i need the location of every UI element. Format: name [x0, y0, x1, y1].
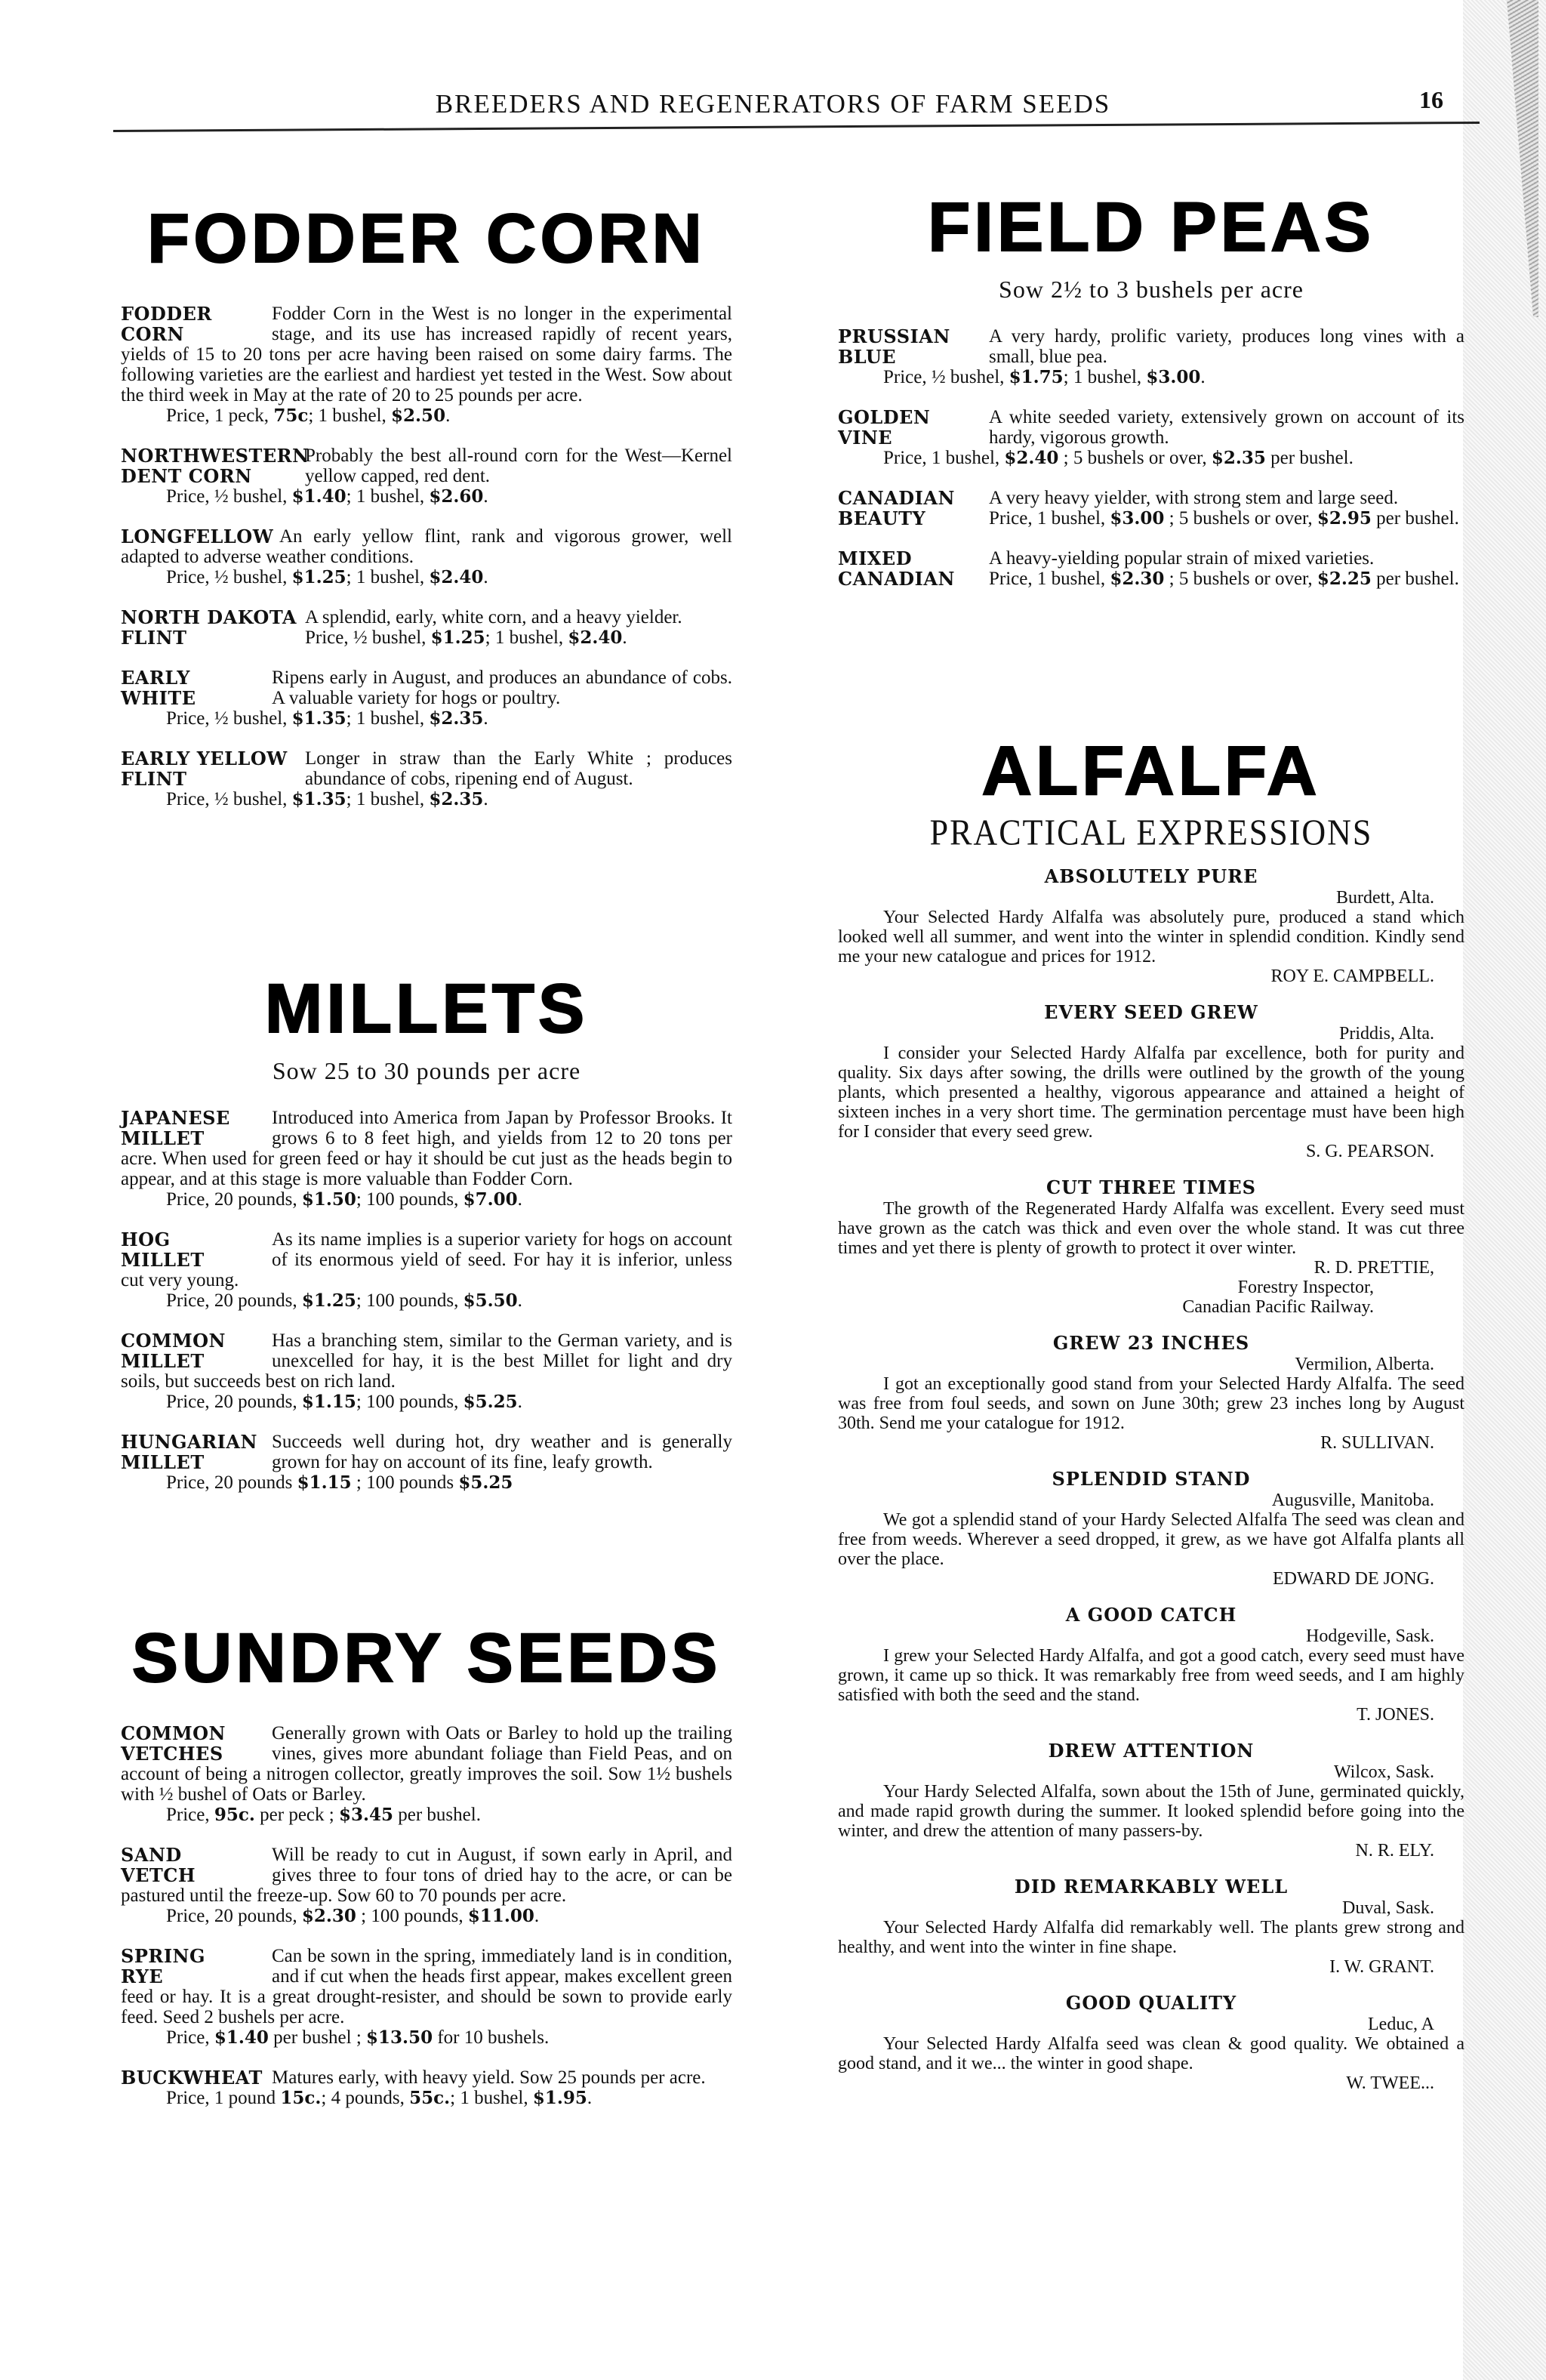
testimonial: [838, 867, 1464, 986]
section-heading-fodder-corn: FODDER CORN: [147, 200, 706, 277]
testimonial-body: The growth of the Regenerated Hardy Alfalfa was excellent. Every seed must have grown as the catch was thick and even over the whole stand. It was cut three times and yet there is plenty of growth to protect it over winter.: [838, 1199, 1464, 1258]
variety-name-line: FLINT: [121, 627, 187, 649]
price-line: Price, ½ bushel, $1.25; 1 bushel, $2.40.: [305, 627, 627, 648]
price-line: Price, ½ bushel, $1.25; 1 bushel, $2.40.: [166, 567, 488, 587]
variety-description: Fodder Corn in the West is no longer in the experimental stage, and its use has increased rapidly of recent years, yields of 15 to 20 tons per acre having been raised on some dairy farms. The following varieties are the earliest and hardiest yet tested in the West. Sow about the third week in May at the rate of 20 to 25 pounds per acre.: [121, 304, 732, 405]
seed-entry: [121, 1845, 732, 1926]
seed-entry: [121, 1723, 732, 1825]
testimonial-signature: N. R. ELY.: [1355, 1841, 1434, 1861]
section-heading-alfalfa: ALFALFA: [981, 732, 1321, 809]
price-line: Price, 1 pound 15c.; 4 pounds, 55c.; 1 bushel, $1.95.: [166, 2088, 593, 2108]
seed-entry: [121, 445, 732, 507]
seed-entry: [121, 304, 732, 426]
variety-name-line: LONGFELLOW: [121, 526, 274, 547]
variety-name: [121, 526, 279, 547]
testimonial-signature: R. SULLIVAN.: [1320, 1433, 1434, 1453]
testimonial-signature: W. TWEE...: [1346, 2073, 1434, 2093]
price-line: Price, ½ bushel, $1.35; 1 bushel, $2.35.: [166, 708, 488, 729]
seed-entry: [121, 2067, 732, 2108]
testimonial-body: Your Selected Hardy Alfalfa did remarkably well. The plants grew strong and healthy, and went into the winter in fine shape.: [838, 1918, 1464, 1957]
variety-name-line: DENT CORN: [121, 465, 252, 487]
variety-name: [838, 488, 989, 529]
variety-description: Introduced into America from Japan by Professor Brooks. It grows 6 to 8 feet high, and yields from 12 to 20 tons per acre. When used for green feed or hay it should be cut just as the heads begin to appear, and at this stage is more valuable than Fodder Corn.: [121, 1108, 732, 1189]
testimonial: [838, 1993, 1464, 2093]
price-line: Price, $1.40 per bushel ; $13.50 for 10 bushels.: [166, 2027, 550, 2048]
variety-name-line: MILLET: [121, 1451, 205, 1473]
seed-entry: [838, 326, 1464, 387]
variety-name: [838, 548, 989, 589]
price-line: Price, 20 pounds, $2.30 ; 100 pounds, $11.00.: [166, 1906, 540, 1926]
variety-name: [121, 1432, 272, 1472]
testimonial-location: Burdett, Alta.: [1336, 888, 1434, 908]
seed-entry: [121, 1330, 732, 1412]
variety-name: [121, 748, 305, 789]
variety-description: An early yellow flint, rank and vigorous grower, well adapted to adverse weather conditions.: [121, 526, 732, 567]
seed-entry: [121, 1108, 732, 1210]
testimonial-signature: ROY E. CAMPBELL.: [1270, 966, 1434, 986]
variety-name-line: SPRING: [121, 1945, 205, 1967]
testimonial-signature: Forestry Inspector,: [1237, 1278, 1374, 1297]
testimonial-location: Hodgeville, Sask.: [1306, 1626, 1434, 1646]
variety-description: Generally grown with Oats or Barley to hold up the trailing vines, gives more abundant foliage than Field Peas, and on account of being a nitrogen collector, greatly improves the soil. Sow 1½ bushels with ½ bushel of Oats or Barley.: [121, 1723, 732, 1805]
variety-name-line: NORTH DAKOTA: [121, 606, 297, 628]
variety-description: Will be ready to cut in August, if sown early in April, and gives three to four tons of dried hay to the acre, or can be pastured until the freeze-up. Sow 60 to 70 pounds per acre.: [121, 1845, 732, 1906]
variety-name-line: MILLET: [121, 1127, 205, 1149]
variety-name: [121, 667, 272, 708]
variety-name-line: MILLET: [121, 1350, 205, 1372]
testimonial: [838, 1003, 1464, 1161]
section-subheading: PRACTICAL EXPRESSIONS: [929, 812, 1373, 853]
sow-rate: Sow 25 to 30 pounds per acre: [272, 1057, 581, 1084]
price-line: Price, 1 peck, 75c; 1 bushel, $2.50.: [166, 405, 451, 426]
seed-entry: [838, 548, 1464, 589]
testimonial-body: We got a splendid stand of your Hardy Selected Alfalfa The seed was clean and free from weeds. Wherever a seed dropped, it grew, as we have got Alfalfa plants all over the place.: [838, 1510, 1464, 1569]
testimonial-title: GOOD QUALITY: [1065, 1992, 1237, 2014]
seed-entry: [121, 1432, 732, 1493]
variety-name-line: MIXED: [838, 547, 913, 569]
testimonial-signature: Canadian Pacific Railway.: [1182, 1297, 1374, 1317]
testimonial-title: DID REMARKABLY WELL: [1014, 1876, 1289, 1898]
variety-description: A white seeded variety, extensively grown on account of its hardy, vigorous growth.: [989, 407, 1464, 448]
variety-name-line: BEAUTY: [838, 507, 926, 529]
variety-description: A splendid, early, white corn, and a heavy yielder.: [305, 607, 682, 627]
variety-name: [838, 407, 989, 448]
variety-name-line: COMMON: [121, 1330, 226, 1352]
variety-name-line: NORTHWESTERN: [121, 445, 310, 467]
price-line: Price, ½ bushel, $1.35; 1 bushel, $2.35.: [166, 789, 488, 809]
testimonial-signature: S. G. PEARSON.: [1305, 1142, 1434, 1161]
price-line: Price, ½ bushel, $1.75; 1 bushel, $3.00.: [883, 367, 1206, 387]
variety-name-line: BUCKWHEAT: [121, 2067, 263, 2089]
price-line: Price, 20 pounds, $1.15; 100 pounds, $5.25.: [166, 1392, 522, 1412]
variety-name-line: MILLET: [121, 1249, 205, 1271]
price-line: Price, 1 bushel, $3.00 ; 5 bushels or over, $2.95 per bushel.: [989, 508, 1459, 529]
testimonial: [838, 1877, 1464, 1977]
price-line: Price, 1 bushel, $2.40 ; 5 bushels or over, $2.35 per bushel.: [883, 448, 1354, 468]
page-number: 16: [1419, 86, 1443, 113]
price-line: Price, 1 bushel, $2.30 ; 5 bushels or over, $2.25 per bushel.: [989, 569, 1459, 589]
variety-description: A heavy-yielding popular strain of mixed varieties.: [989, 548, 1375, 569]
variety-description: Probably the best all-round corn for the West—Kernel yellow capped, red dent.: [305, 445, 732, 486]
variety-name-line: JAPANESE: [121, 1107, 230, 1129]
variety-name-line: CANADIAN: [838, 568, 955, 590]
variety-name-line: VETCH: [121, 1864, 196, 1886]
variety-description: As its name implies is a superior variety for hogs on account of its enormous yield of seed. For hay it is inferior, unless cut very young.: [121, 1229, 732, 1290]
seed-entry: [838, 488, 1464, 529]
variety-description: Succeeds well during hot, dry weather and is generally grown for hay on account of its fine, leafy growth.: [272, 1432, 732, 1472]
variety-name: [121, 607, 305, 648]
variety-name: [121, 1330, 272, 1371]
seed-entry: [121, 1946, 732, 2048]
testimonial-location: Wilcox, Sask.: [1333, 1762, 1434, 1782]
variety-name-line: HOG: [121, 1229, 171, 1250]
seed-entry: [121, 1229, 732, 1311]
seed-entry: [121, 607, 732, 648]
variety-name: [838, 326, 989, 367]
price-line: Price, 20 pounds, $1.25; 100 pounds, $5.50.: [166, 1290, 522, 1311]
entry-list: [121, 1108, 732, 1493]
variety-description: Matures early, with heavy yield. Sow 25 pounds per acre.: [272, 2067, 706, 2088]
variety-name: [121, 1108, 272, 1148]
sundry-seeds-section: [121, 1620, 732, 2128]
variety-name-line: VETCHES: [121, 1743, 223, 1765]
testimonial-title: SPLENDID STAND: [1052, 1468, 1251, 1490]
variety-name-line: BLUE: [838, 346, 897, 368]
testimonial-title: ABSOLUTELY PURE: [1044, 865, 1258, 887]
price-line: Price, 95c. per peck ; $3.45 per bushel.: [166, 1805, 481, 1825]
seed-entry: [121, 748, 732, 809]
testimonial-body: Your Selected Hardy Alfalfa was absolutely pure, produced a stand which looked well all summer, and went into the winter in splendid condition. Kindly send me your new catalogue and prices for 1912.: [838, 908, 1464, 966]
fodder-corn-section: [121, 200, 732, 829]
testimonial-body: Your Hardy Selected Alfalfa, sown about the 15th of June, germinated quickly, and made rapid growth during the summer. It looked splendid before going into the winter, and drew the attention of many passers-by.: [838, 1782, 1464, 1841]
variety-description: A very heavy yielder, with strong stem and large seed.: [989, 488, 1399, 508]
variety-name-line: CANADIAN: [838, 487, 955, 509]
variety-name-line: SAND: [121, 1844, 182, 1866]
variety-description: A very hardy, prolific variety, produces long vines with a small, blue pea.: [989, 326, 1464, 367]
variety-description: Has a branching stem, similar to the German variety, and is unexcelled for hay, it is the best Millet for light and dry soils, but succeeds best on rich land.: [121, 1330, 732, 1392]
testimonial-location: Leduc, A: [1368, 2015, 1434, 2034]
section-heading-sundry-seeds: SUNDRY SEEDS: [131, 1620, 722, 1697]
entry-list: [121, 1723, 732, 2108]
testimonial-body: I consider your Selected Hardy Alfalfa par excellence, both for purity and quality. Six days after sowing, the drills were outlined by the growth of the young plants, which presented a healthy, vigorous appearance and attained a height of sixteen inches in a very short time. The germination percentage must have been high for I consider that every seed grew.: [838, 1044, 1464, 1142]
header-rule: [113, 122, 1480, 132]
testimonial: [838, 1333, 1464, 1453]
testimonial: [838, 1741, 1464, 1861]
testimonial-title: CUT THREE TIMES: [1046, 1176, 1256, 1198]
variety-name-line: HUNGARIAN: [121, 1431, 257, 1453]
variety-name: [121, 445, 310, 487]
seed-entry: [121, 526, 732, 587]
variety-name-line: CORN: [121, 323, 184, 345]
entry-list: [838, 326, 1464, 589]
variety-name-line: GOLDEN: [838, 406, 931, 428]
testimonial-signature: I. W. GRANT.: [1329, 1957, 1434, 1977]
testimonial-location: Priddis, Alta.: [1338, 1024, 1434, 1044]
variety-name-line: FODDER: [121, 303, 212, 325]
variety-name-line: COMMON: [121, 1722, 226, 1744]
sow-rate: Sow 2½ to 3 bushels per acre: [999, 276, 1304, 303]
variety-name-line: VINE: [838, 427, 893, 449]
testimonial: [838, 1178, 1464, 1317]
testimonial: [838, 1469, 1464, 1589]
testimonial-body: I got an exceptionally good stand from your Selected Hardy Alfalfa. The seed was free from foul seeds, and sown on June 30th; grew 23 inches long by August 30th. Send me your catalogue for 1912.: [838, 1374, 1464, 1433]
testimonial-location: Augusville, Manitoba.: [1271, 1491, 1434, 1510]
variety-name-line: RYE: [121, 1965, 164, 1987]
variety-name-line: EARLY: [121, 667, 190, 689]
testimonial-signature: R. D. PRETTIE,: [1313, 1258, 1434, 1278]
testimonial-location: Duval, Sask.: [1342, 1898, 1434, 1918]
testimonial-signature: EDWARD DE JONG.: [1273, 1569, 1434, 1589]
entry-list: [121, 304, 732, 809]
variety-name-line: PRUSSIAN: [838, 325, 950, 347]
testimonial-title: GREW 23 INCHES: [1052, 1332, 1250, 1354]
variety-description: Can be sown in the spring, immediately land is in condition, and if cut when the heads first appear, makes excellent green feed or hay. It is a great drought-resister, and should be sown to provide early feed. Seed 2 bushels per acre.: [121, 1946, 732, 2027]
testimonial-title: A GOOD CATCH: [1065, 1604, 1237, 1626]
testimonial: [838, 1605, 1464, 1725]
variety-name: [121, 2067, 272, 2088]
variety-description: Longer in straw than the Early White ; produces abundance of cobs, ripening end of August.: [305, 748, 732, 789]
variety-name: [121, 1946, 272, 1987]
variety-name: [121, 1229, 272, 1270]
testimonial-signature: T. JONES.: [1357, 1705, 1434, 1725]
alfalfa-section: [838, 732, 1464, 2110]
testimonial-body: I grew your Selected Hardy Alfalfa, and got a good catch, every seed must have grown, it came up so thick. It was remarkably free from weed seeds, and I am highly satisfied with both the seed and the stand.: [838, 1646, 1464, 1705]
scan-edge-shading: [1463, 0, 1546, 2380]
price-line: Price, ½ bushel, $1.40; 1 bushel, $2.60.: [166, 486, 488, 507]
variety-name: [121, 1723, 272, 1764]
variety-name-line: FLINT: [121, 768, 187, 790]
testimonial-location: Vermilion, Alberta.: [1295, 1355, 1434, 1374]
section-heading-millets: MILLETS: [264, 970, 589, 1047]
price-line: Price, 20 pounds $1.15 ; 100 pounds $5.25: [166, 1472, 513, 1493]
variety-name-line: EARLY YELLOW: [121, 748, 288, 769]
millets-section: [121, 970, 732, 1512]
price-line: Price, 20 pounds, $1.50; 100 pounds, $7.00.: [166, 1189, 522, 1210]
seed-entry: [121, 667, 732, 729]
running-title: BREEDERS AND REGENERATORS OF FARM SEEDS: [435, 89, 1111, 119]
testimonial-list: [838, 867, 1464, 2093]
testimonial-title: EVERY SEED GREW: [1044, 1001, 1258, 1023]
variety-name-line: WHITE: [121, 687, 196, 709]
section-heading-field-peas: FIELD PEAS: [928, 189, 1375, 266]
variety-description: Ripens early in August, and produces an abundance of cobs. A valuable variety for hogs or poultry.: [272, 667, 732, 708]
testimonial-body: Your Selected Hardy Alfalfa seed was clean & good quality. We obtained a good stand, and it we... the winter in good shape.: [838, 2034, 1464, 2073]
testimonial-title: DREW ATTENTION: [1048, 1740, 1255, 1762]
variety-name: [121, 1845, 272, 1885]
seed-entry: [838, 407, 1464, 468]
variety-name: [121, 304, 272, 344]
field-peas-section: [838, 189, 1464, 609]
